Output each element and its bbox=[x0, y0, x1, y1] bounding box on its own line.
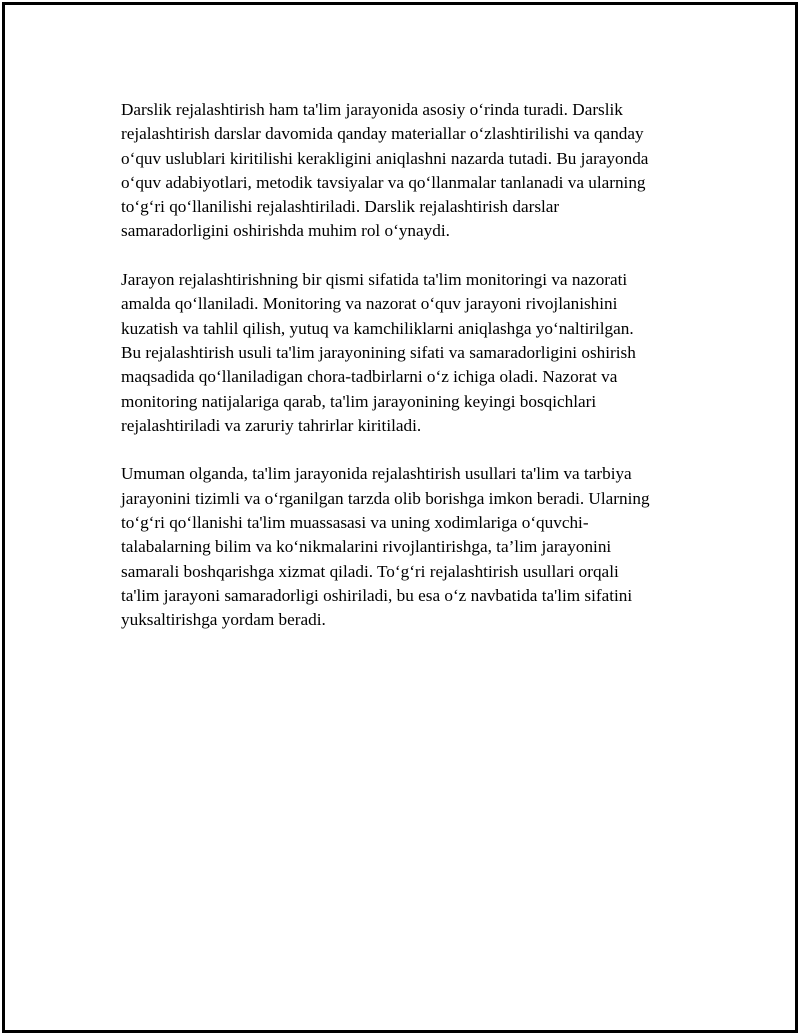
document-body bbox=[121, 98, 701, 657]
text-line: rejalashtirish darslar davomida qanday materiallar o‘zlashtirilishi va qanday bbox=[121, 124, 644, 144]
text-line: kuzatish va tahlil qilish, yutuq va kamchiliklarni aniqlashga yo‘naltirilgan. bbox=[121, 318, 634, 338]
text-line: Jarayon rejalashtirishning bir qismi sifatida ta'lim monitoringi va nazorati bbox=[121, 270, 628, 290]
paragraph-2 bbox=[121, 268, 701, 438]
text-line: Darslik rejalashtirish ham ta'lim jarayonida asosiy o‘rinda turadi. Darslik bbox=[121, 100, 623, 119]
text-line: ta'lim jarayoni samaradorligi oshiriladi, bu esa o‘z navbatida ta'lim sifatini bbox=[121, 585, 633, 605]
text-line: amalda qo‘llaniladi. Monitoring va nazorat o‘quv jarayoni rivojlanishini bbox=[121, 294, 618, 314]
text-line: jarayonini tizimli va o‘rganilgan tarzda olib borishga imkon beradi. Ularning bbox=[121, 488, 650, 508]
text-line: samarali boshqarishga xizmat qiladi. To‘g‘ri rejalashtirish usullari orqali bbox=[121, 561, 619, 581]
text-line: rejalashtiriladi va zaruriy tahrirlar kiritiladi. bbox=[121, 415, 422, 435]
text-line: o‘quv uslublari kiritilishi kerakligini aniqlashni nazarda tutadi. Bu jarayonda bbox=[121, 148, 649, 168]
text-line: to‘g‘ri qo‘llanishi ta'lim muassasasi va uning xodimlariga o‘quvchi- bbox=[121, 513, 589, 533]
document-page bbox=[2, 2, 798, 1033]
text-line: Bu rejalashtirish usuli ta'lim jarayonining sifati va samaradorligini oshirish bbox=[121, 342, 636, 362]
text-line: o‘quv adabiyotlari, metodik tavsiyalar va qo‘llanmalar tanlanadi va ularning bbox=[121, 172, 646, 192]
text-line: to‘g‘ri qo‘llanilishi rejalashtiriladi. Darslik rejalashtirish darslar bbox=[121, 197, 560, 217]
text-line: yuksaltirishga yordam beradi. bbox=[121, 610, 326, 630]
paragraph-1 bbox=[121, 98, 701, 244]
text-line: monitoring natijalariga qarab, ta'lim jarayonining keyingi bosqichlari bbox=[121, 391, 597, 411]
paragraph-3 bbox=[121, 462, 701, 632]
text-line: maqsadida qo‘llaniladigan chora-tadbirlarni o‘z ichiga oladi. Nazorat va bbox=[121, 367, 618, 387]
text-line: talabalarning bilim va ko‘nikmalarini rivojlantirishga, ta’lim jarayonini bbox=[121, 537, 612, 557]
text-line: samaradorligini oshirishda muhim rol o‘ynaydi. bbox=[121, 221, 450, 241]
text-line: Umuman olganda, ta'lim jarayonida rejalashtirish usullari ta'lim va tarbiya bbox=[121, 464, 632, 484]
